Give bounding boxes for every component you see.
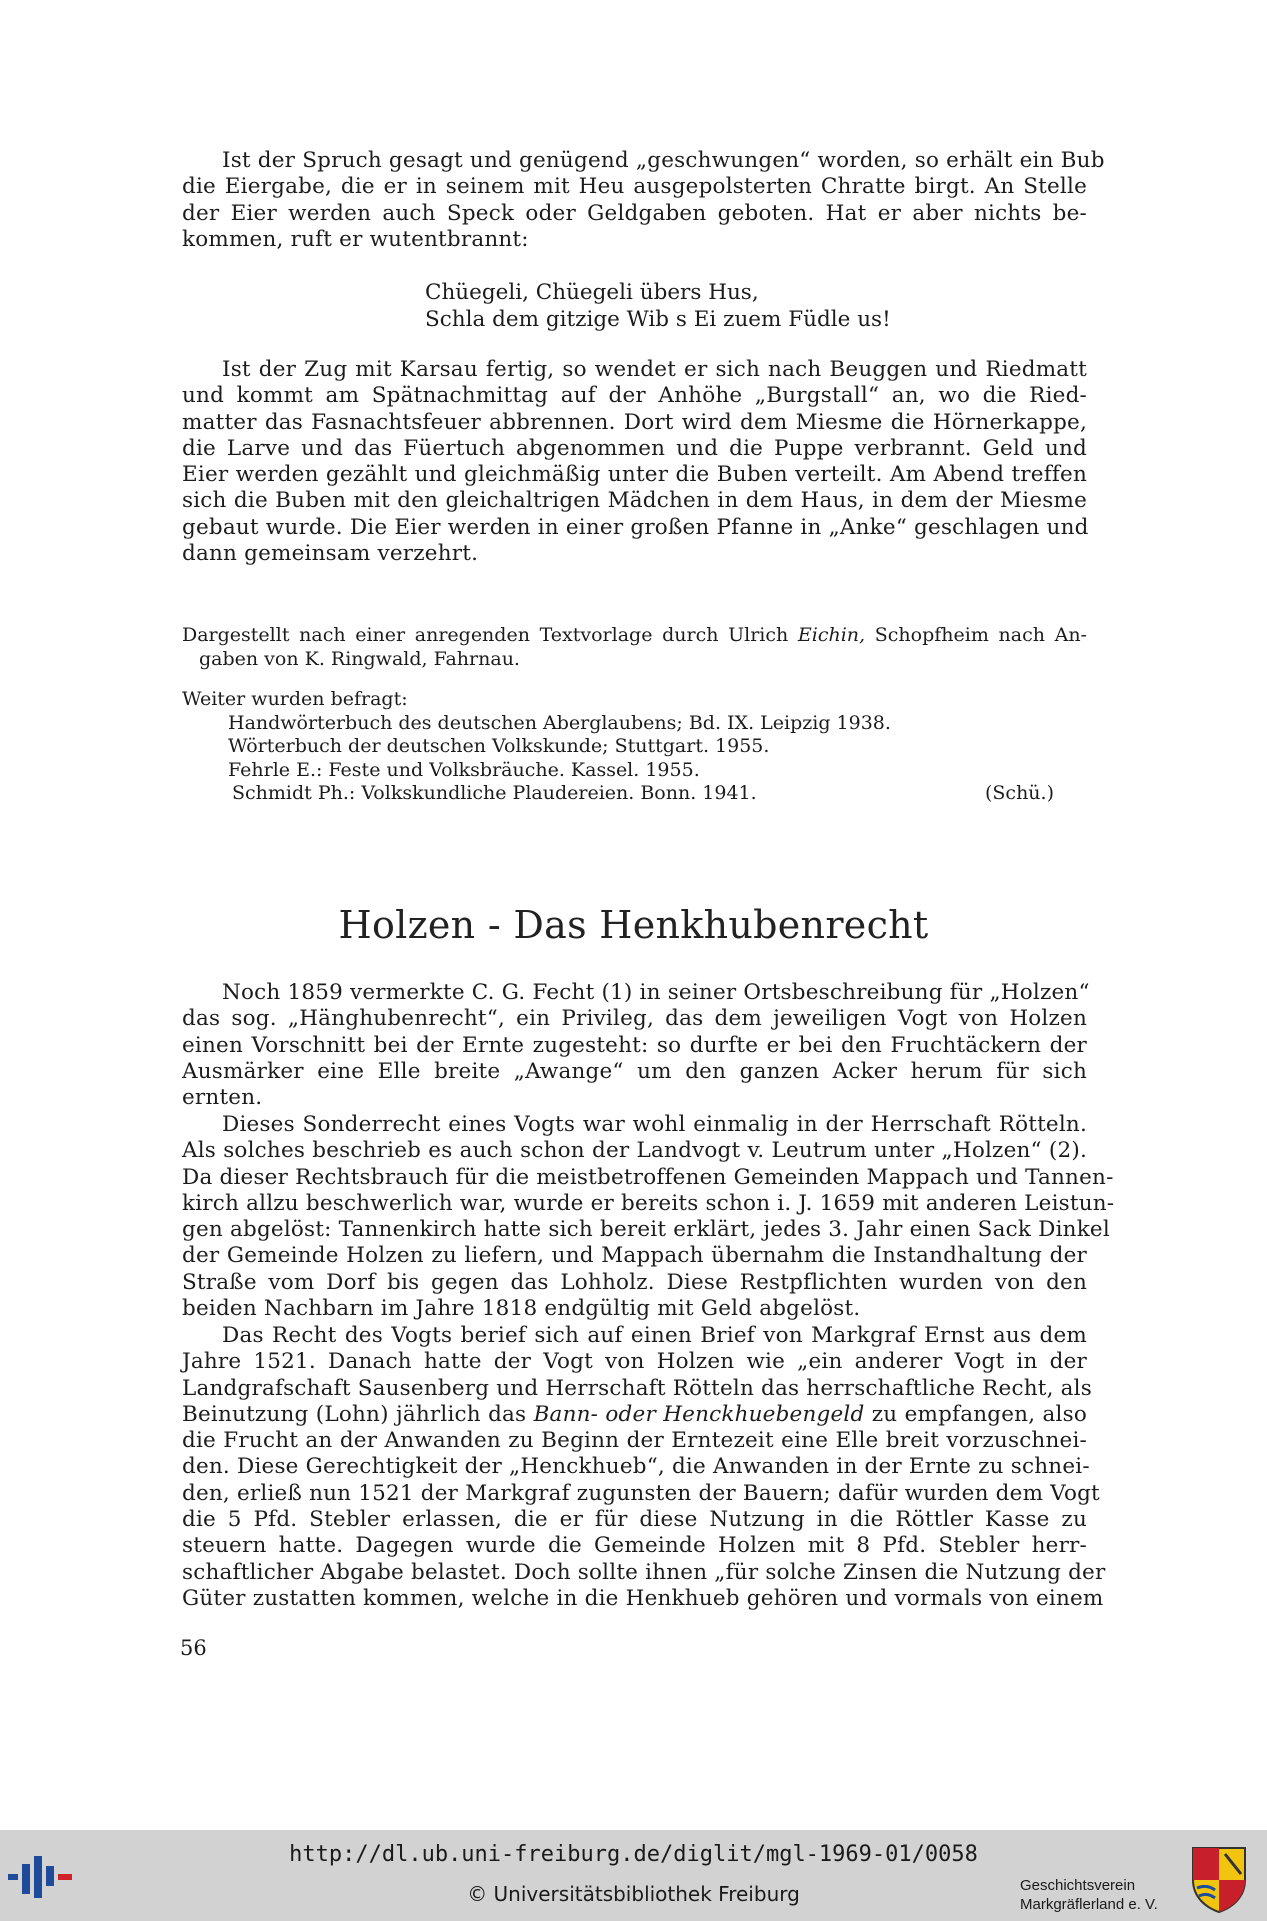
section-heading: Holzen - Das Henkhubenrecht [338, 903, 929, 947]
source-line-1: Dargestellt nach einer anregenden Textvorlage durch Ulrich Eichin, Schopfheim nach An- [182, 624, 1087, 646]
text-line: Güter zustatten kommen, welche in die Henkhueb gehören und vormals von einem [182, 1585, 1104, 1611]
text-line: die Frucht an der Anwanden zu Beginn der Erntezeit eine Elle breit vorzuschnei- [182, 1428, 1087, 1454]
paragraph-5 [182, 1323, 1106, 1612]
footer-bar [0, 1830, 1267, 1921]
text-line: den, erließ nun 1521 der Markgraf zugunsten der Bauern; dafür wurden dem Vogt [182, 1480, 1100, 1506]
author-name: Eichin, [797, 624, 866, 646]
reference-item: Wörterbuch der deutschen Volkskunde; Stuttgart. 1955. [228, 735, 770, 757]
text-line: Dieses Sonderrecht eines Vogts war wohl einmalig in der Herrschaft Rötteln. [222, 1112, 1087, 1137]
reference-item: Schmidt Ph.: Volkskundliche Plaudereien. Bonn. 1941. [232, 782, 757, 804]
italic-term: Bann- oder Henckhuebengeld [533, 1401, 865, 1427]
paragraph-2 [182, 357, 1087, 567]
text-line: Ist der Spruch gesagt und genügend „geschwungen“ worden, so erhält ein Bub [222, 148, 1105, 173]
text-line: Ausmärker eine Elle breite „Awange“ um den ganzen Acker herum für sich [182, 1058, 1087, 1084]
text-line: der Eier werden auch Speck oder Geldgaben geboten. Hat er aber nichts be- [182, 200, 1087, 226]
text-line: Da dieser Rechtsbrauch für die meistbetroffenen Gemeinden Mappach und Tannen- [182, 1164, 1114, 1190]
text-line: die 5 Pfd. Stebler erlassen, die er für diese Nutzung in die Röttler Kasse zu [182, 1507, 1087, 1533]
references-intro: Weiter wurden befragt: [182, 688, 408, 710]
text-line: Das Recht des Vogts berief sich auf einen Brief von Markgraf Ernst aus dem [222, 1323, 1087, 1348]
text-line: sich die Buben mit den gleichaltrigen Mädchen in dem Haus, in dem der Miesme [182, 488, 1087, 514]
verse [425, 280, 891, 333]
author-initials: (Schü.) [985, 782, 1054, 804]
text-line: Eier werden gezählt und gleichmäßig unter die Buben verteilt. Am Abend treffen [182, 462, 1087, 488]
reference-item: Handwörterbuch des deutschen Aberglaubens; Bd. IX. Leipzig 1938. [228, 711, 891, 734]
text-line: schaftlicher Abgabe belastet. Doch sollte ihnen „für solche Zinsen die Nutzung der [182, 1559, 1106, 1585]
text-line: und kommt am Spätnachmittag auf der Anhöhe „Burgstall“ an, wo die Ried- [182, 383, 1087, 409]
text-line: gen abgelöst: Tannenkirch hatte sich bereit erklärt, jedes 3. Jahr einen Sack Dinkel [182, 1217, 1110, 1243]
text-line: ernten. [182, 1085, 263, 1111]
society-name: Geschichtsverein Markgräflerland e. V. [1020, 1877, 1158, 1913]
page-number: 56 [180, 1636, 207, 1660]
references [182, 688, 1087, 806]
text-line: den. Diese Gerechtigkeit der „Henckhueb“, die Anwanden in der Ernte zu schnei- [182, 1454, 1090, 1480]
text-line: kommen, ruft er wutentbrannt: [182, 226, 529, 252]
text-line: Jahre 1521. Danach hatte der Vogt von Holzen wie „ein anderer Vogt in der [182, 1349, 1087, 1375]
text-line: die Larve und das Füertuch abgenommen und die Puppe verbrannt. Geld und [182, 435, 1087, 461]
text-line: Beinutzung (Lohn) jährlich das Bann- oder Henckhuebengeld zu empfangen, also [182, 1401, 1087, 1427]
text-line: steuern hatte. Dagegen wurde die Gemeinde Holzen mit 8 Pfd. Stebler herr- [182, 1533, 1087, 1559]
text-line: einen Vorschnitt bei der Ernte zugesteht: so durfte er bei den Fruchtäckern der [182, 1032, 1087, 1058]
document-url[interactable]: http://dl.ub.uni-freiburg.de/diglit/mgl-1969-01/0058 [289, 1842, 978, 1867]
text-line: gebaut wurde. Die Eier werden in einer großen Pfanne in „Anke“ geschlagen und [182, 514, 1089, 540]
text-line: kirch allzu beschwerlich war, wurde er bereits schon i. J. 1659 mit anderen Leistun- [182, 1190, 1115, 1216]
reference-item: Fehrle E.: Feste und Volksbräuche. Kassel. 1955. [228, 758, 700, 781]
source-line-2: gaben von K. Ringwald, Fahrnau. [199, 647, 520, 670]
source-note [182, 624, 1087, 671]
text-line: die Eiergabe, die er in seinem mit Heu ausgepolsterten Chratte birgt. An Stelle [182, 174, 1087, 200]
text-line: matter das Fasnachtsfeuer abbrennen. Dort wird dem Miesme die Hörnerkappe, [182, 409, 1087, 435]
verse-line: Chüegeli, Chüegeli übers Hus, [425, 280, 759, 305]
text-line: Straße vom Dorf bis gegen das Lohholz. Diese Restpflichten wurden von den [182, 1269, 1087, 1295]
text-line: Ist der Zug mit Karsau fertig, so wendet er sich nach Beuggen und Riedmatt [222, 357, 1087, 382]
text-line: Als solches beschrieb es auch schon der Landvogt v. Leutrum unter „Holzen“ (2). [182, 1138, 1087, 1164]
text-line: Noch 1859 vermerkte C. G. Fecht (1) in seiner Ortsbeschreibung für „Holzen“ [222, 980, 1090, 1005]
paragraph-4 [182, 1112, 1115, 1322]
copyright-text: © Universitätsbibliothek Freiburg [467, 1882, 800, 1906]
text-line: Landgrafschaft Sausenberg und Herrschaft Rötteln das herrschaftliche Recht, als [182, 1375, 1092, 1401]
coat-of-arms-icon [1189, 1844, 1249, 1914]
paragraph-3 [182, 980, 1090, 1111]
text-line: der Gemeinde Holzen zu liefern, und Mappach übernahm die Instandhaltung der [182, 1243, 1087, 1269]
verse-line: Schla dem gitzige Wib s Ei zuem Füdle us! [425, 306, 891, 332]
text-line: das sog. „Hänghubenrecht“, ein Privileg, das dem jeweiligen Vogt von Holzen [182, 1006, 1087, 1032]
text-line: dann gemeinsam verzehrt. [182, 541, 479, 567]
text-line: beiden Nachbarn im Jahre 1818 endgültig mit Geld abgelöst. [182, 1296, 861, 1322]
paragraph-1 [182, 148, 1105, 253]
